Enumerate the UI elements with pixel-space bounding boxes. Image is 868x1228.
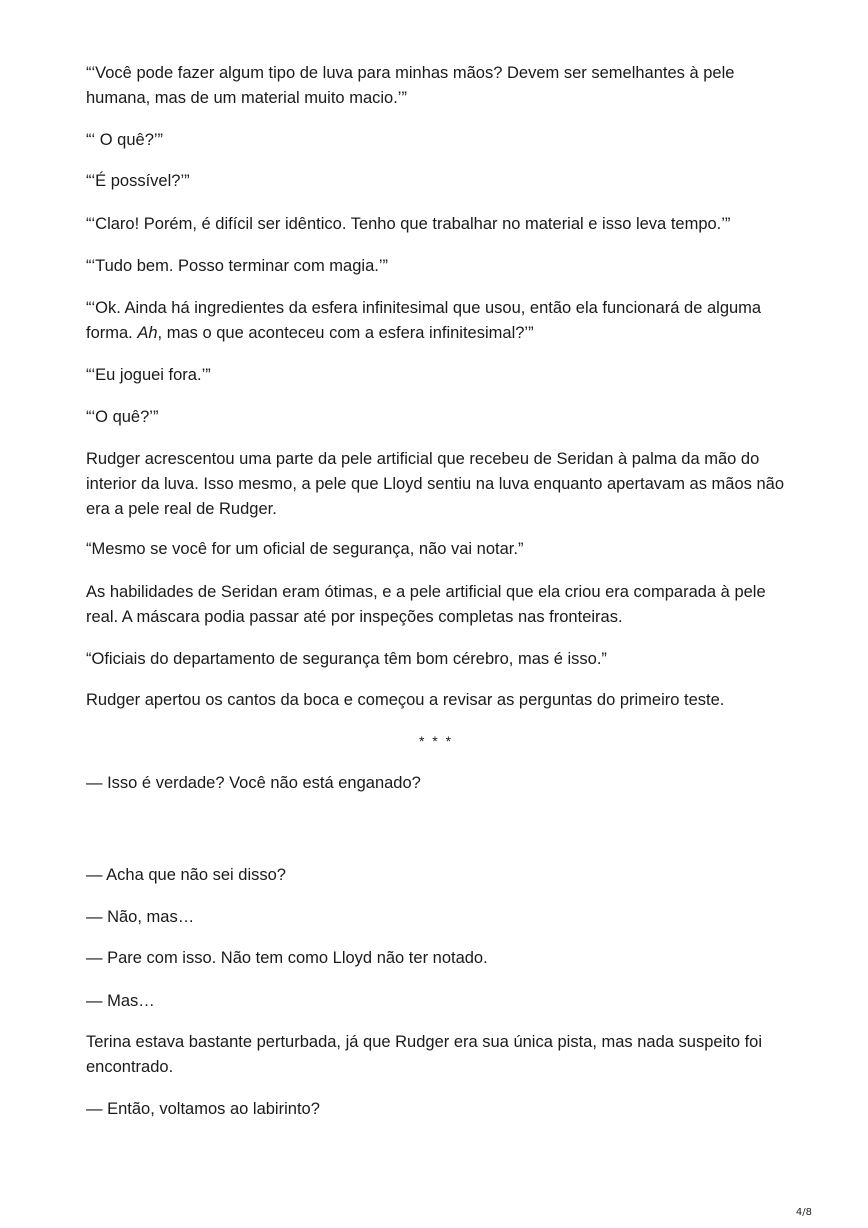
paragraph: — Isso é verdade? Você não está enganado? [86,774,421,792]
paragraph-text: , mas o que aconteceu com a esfera infinitesimal?’” [157,324,534,342]
paragraph: — Então, voltamos ao labirinto? [86,1100,320,1118]
paragraph: “‘Claro! Porém, é difícil ser idêntico. Tenho que trabalhar no material e isso leva tempo.’” [86,215,731,233]
paragraph: “‘É possível?’” [86,172,190,190]
paragraph: “‘O quê?’” [86,408,159,426]
paragraph: “‘Você pode fazer algum tipo de luva para minhas mãos? Devem ser semelhantes à pele humana, mas de um material muito macio.’” [86,64,735,107]
paragraph: Terina estava bastante perturbada, já que Rudger era sua única pista, mas nada suspeito foi encontrado. [86,1033,763,1076]
italic-word: Ah [137,324,158,342]
paragraph: As habilidades de Seridan eram ótimas, e a pele artificial que ela criou era comparada à pele real. A máscara podia passar até por inspeções completas nas fronteiras. [86,583,766,626]
paragraph: “Oficiais do departamento de segurança têm bom cérebro, mas é isso.” [86,650,607,668]
paragraph: — Mas… [86,992,155,1010]
paragraph: — Pare com isso. Não tem como Lloyd não ter notado. [86,949,488,967]
paragraph-text: “‘Ok. Ainda há ingredientes da esfera infinitesimal que usou, então ela funcionará de alguma forma. [86,299,762,342]
paragraph [86,296,786,346]
paragraph: “‘ O quê?’” [86,131,164,149]
page-number: 4/8 [795,1207,812,1218]
section-separator: * * * [418,733,454,749]
paragraph: “‘Eu joguei fora.’” [86,366,211,384]
paragraph: Rudger apertou os cantos da boca e começou a revisar as perguntas do primeiro teste. [86,691,725,709]
paragraph: “‘Tudo bem. Posso terminar com magia.’” [86,257,388,275]
paragraph: “Mesmo se você for um oficial de segurança, não vai notar.” [86,540,524,558]
paragraph: — Acha que não sei disso? [86,866,286,884]
paragraph: Rudger acrescentou uma parte da pele artificial que recebeu de Seridan à palma da mão do interior da luva. Isso mesmo, a pele que Lloyd sentiu na luva enquanto apertavam as mãos não era a pele real de Rudger. [86,450,785,518]
paragraph: — Não, mas… [86,908,195,926]
